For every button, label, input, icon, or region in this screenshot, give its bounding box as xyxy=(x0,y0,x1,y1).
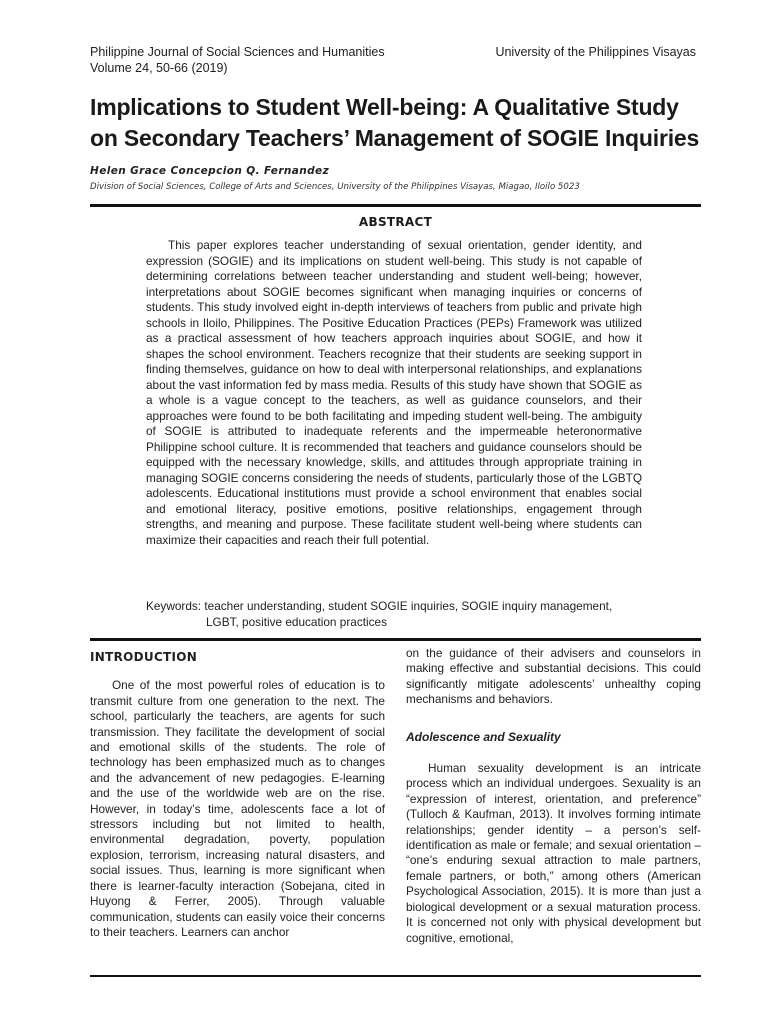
subsection-heading: Adolescence and Sexuality xyxy=(406,729,561,744)
abstract-divider xyxy=(90,638,701,641)
institution-name: University of the Philippines Visayas xyxy=(495,45,696,59)
continuation-paragraph: on the guidance of their advisers and counselors in making effective and substantial decisions. This could significantly mitigate adolescents’ unhealthy coping mechanisms and behaviors. xyxy=(406,646,701,707)
abstract-heading: ABSTRACT xyxy=(358,215,433,229)
abstract-body: This paper explores teacher understanding of sexual orientation, gender identity, and expression (SOGIE) and its implications on student well-being. This study is not capable of determining correlations between teacher understanding and student well-being; however, interpretations about SOGIE becomes significant when managing inquiries or concerns of students. This study involved eight in-depth interviews of teachers from public and private high schools in Iloilo, Philippines. The Positive Education Practices (PEPs) Framework was utilized as a practical assessment of how teachers approach inquiries about SOGIE, and how it shapes the school environment. Teachers recognize that their students are seeking support in finding themselves, guidance on how to deal with interpersonal relationships, and explanations about the vast information fed by mass media. Results of this study have shown that SOGIE as a whole is a vague concept to the teachers, as well as guidance counselors, and their approaches were found to be both facilitating and impeding student well-being. The ambiguity of SOGIE is attributed to inadequate referents and the impermeable heteronormative Philippine school culture. It is recommended that teachers and guidance counselors should be equipped with the necessary knowledge, skills, and attitudes through appropriate training in managing SOGIE concerns considering the needs of students, particularly those of the LGBTQ adolescents. Educational institutions must provide a school environment that enables social and emotional literacy, positive emotions, positive relationships, engagement through strengths, and meaning and purpose. These facilitate student well-being where students can maximize their capacities and reach their full potential. xyxy=(146,238,642,547)
header-divider xyxy=(90,204,701,207)
footer-divider xyxy=(90,975,701,977)
sexuality-paragraph: Human sexuality development is an intricate process which an individual undergoes. Sexuality is an “expression of interest, orientation, and preference” (Tulloch & Kaufman, 2013). It involves forming intimate relationships; gender identity – a person’s self-identification as male or female; and sexual orientation – “one’s enduring sexual attraction to male partners, female partners, or both,” among others (American Psychological Association, 2015). It is more than just a biological development or a sexual maturation process. It is concerned not only with physical development but cognitive, emotional, xyxy=(406,761,701,945)
left-column xyxy=(90,650,385,940)
introduction-heading: INTRODUCTION xyxy=(90,650,198,664)
right-column xyxy=(406,646,701,946)
volume-info: Volume 24, 50-66 (2019) xyxy=(90,61,228,75)
keywords-line-2: LGBT, positive education practices xyxy=(206,615,387,629)
keywords xyxy=(146,598,646,630)
author-name: Helen Grace Concepcion Q. Fernandez xyxy=(90,165,330,177)
journal-name: Philippine Journal of Social Sciences and Humanities xyxy=(90,45,385,59)
author-affiliation: Division of Social Sciences, College of Arts and Sciences, University of the Philippines Visayas, Miagao, Iloilo 5023 xyxy=(90,182,580,192)
introduction-paragraph: One of the most powerful roles of education is to transmit culture from one generation to the next. The school, particularly the teachers, are agents for such transmission. They facilitate the development of social and emotional skills of the students. The role of technology has been emphasized much as to changes and the advancement of new pedagogies. E-learning and the use of the worldwide web are on the rise. However, in today’s time, adolescents face a lot of stressors including but not limited to health, environmental degradation, poverty, population explosion, terrorism, increasing natural disasters, and social issues. Thus, learning is more significant when there is learner-faculty interaction (Sobejana, cited in Huyong & Ferrer, 2005). Through valuable communication, students can easily voice their concerns to their teachers. Learners can anchor xyxy=(90,678,385,939)
paper-title: Implications to Student Well-being: A Qualitative Study on Secondary Teachers’ Management of SOGIE Inquiries xyxy=(90,94,700,151)
running-header-left xyxy=(90,44,385,76)
running-header-right xyxy=(495,44,696,60)
keywords-line-1: Keywords: teacher understanding, student SOGIE inquiries, SOGIE inquiry management, xyxy=(146,599,613,613)
